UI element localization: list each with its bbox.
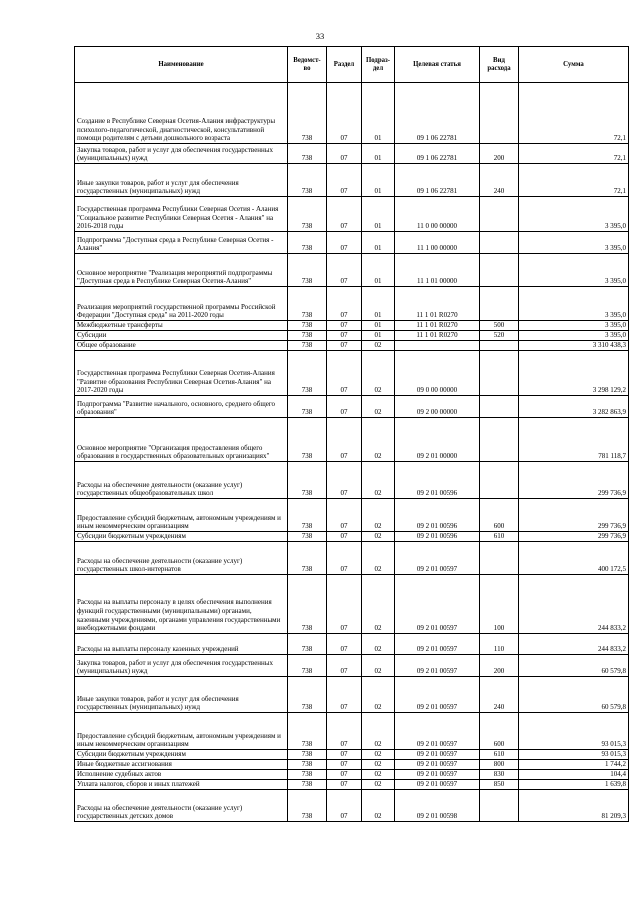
row-department-cell: 738 (288, 499, 327, 532)
table-row (75, 462, 629, 499)
row-subsection-cell: 02 (362, 575, 395, 634)
row-amount-cell: 3 395,0 (519, 254, 629, 287)
row-amount-cell: 60 579,8 (519, 655, 629, 677)
row-target-article-cell: 11 1 01 R0270 (395, 321, 480, 331)
row-target-article-cell: 09 0 00 00000 (395, 351, 480, 396)
table-row (75, 780, 629, 790)
row-department-cell: 738 (288, 418, 327, 462)
table-row (75, 341, 629, 351)
header-expense-type: Вид расхода (480, 47, 519, 83)
row-subsection-cell: 02 (362, 351, 395, 396)
row-section-cell: 07 (327, 760, 362, 770)
row-target-article-cell: 09 2 01 00597 (395, 780, 480, 790)
row-target-article-cell: 09 2 01 00597 (395, 575, 480, 634)
row-name-cell: Закупка товаров, работ и услуг для обеспечения государственных (муниципальных) нужд (75, 655, 288, 677)
row-department-cell: 738 (288, 396, 327, 418)
row-subsection-cell: 02 (362, 418, 395, 462)
row-subsection-cell: 02 (362, 790, 395, 822)
table-row (75, 634, 629, 655)
row-target-article-cell: 09 2 01 00597 (395, 677, 480, 713)
row-expense-type-cell (480, 396, 519, 418)
row-expense-type-cell: 800 (480, 760, 519, 770)
row-amount-cell: 3 310 438,3 (519, 341, 629, 351)
row-amount-cell: 400 172,5 (519, 542, 629, 575)
row-name-cell: Субсидии (75, 331, 288, 341)
row-subsection-cell: 02 (362, 780, 395, 790)
row-name-cell: Государственная программа Республики Северная Осетия-Алания "Развитие образования Республики Северная Осетия-Алания" на 2017-2020 годы (75, 351, 288, 396)
row-target-article-cell: 11 1 01 00000 (395, 254, 480, 287)
row-section-cell: 07 (327, 287, 362, 321)
row-section-cell: 07 (327, 532, 362, 542)
row-amount-cell: 81 209,3 (519, 790, 629, 822)
row-name-cell: Уплата налогов, сборов и иных платежей (75, 780, 288, 790)
row-department-cell: 738 (288, 634, 327, 655)
table-row (75, 83, 629, 144)
row-expense-type-cell: 600 (480, 499, 519, 532)
row-department-cell: 738 (288, 760, 327, 770)
table-row (75, 770, 629, 780)
table-row (75, 321, 629, 331)
row-expense-type-cell (480, 197, 519, 232)
table-row (75, 499, 629, 532)
row-amount-cell: 3 282 863,9 (519, 396, 629, 418)
row-department-cell: 738 (288, 655, 327, 677)
row-amount-cell: 3 395,0 (519, 287, 629, 321)
row-target-article-cell: 09 1 06 22781 (395, 164, 480, 197)
row-target-article-cell: 09 2 01 00597 (395, 750, 480, 760)
row-target-article-cell: 09 2 01 00597 (395, 770, 480, 780)
row-target-article-cell: 09 2 01 00596 (395, 532, 480, 542)
row-target-article-cell (395, 341, 480, 351)
table-row (75, 750, 629, 760)
row-section-cell: 07 (327, 790, 362, 822)
row-department-cell: 738 (288, 750, 327, 760)
row-subsection-cell: 02 (362, 396, 395, 418)
row-section-cell: 07 (327, 321, 362, 331)
row-amount-cell: 93 015,3 (519, 750, 629, 760)
row-section-cell: 07 (327, 780, 362, 790)
row-department-cell: 738 (288, 83, 327, 144)
row-section-cell: 07 (327, 144, 362, 164)
row-department-cell: 738 (288, 144, 327, 164)
row-amount-cell: 3 395,0 (519, 232, 629, 254)
row-subsection-cell: 02 (362, 655, 395, 677)
header-amount: Сумма (519, 47, 629, 83)
row-expense-type-cell: 100 (480, 575, 519, 634)
row-subsection-cell: 02 (362, 760, 395, 770)
row-target-article-cell: 09 2 01 00596 (395, 462, 480, 499)
row-expense-type-cell: 200 (480, 655, 519, 677)
row-expense-type-cell (480, 462, 519, 499)
table-body (75, 83, 629, 822)
row-department-cell: 738 (288, 770, 327, 780)
row-name-cell: Расходы на обеспечение деятельности (оказание услуг) государственных детских домов (75, 790, 288, 822)
header-subsection: Подраз-дел (362, 47, 395, 83)
table-row (75, 287, 629, 321)
row-target-article-cell: 09 1 06 22781 (395, 144, 480, 164)
table-row (75, 532, 629, 542)
row-department-cell: 738 (288, 232, 327, 254)
row-name-cell: Основное мероприятие "Организация предоставления общего образования в государственных образовательных организациях" (75, 418, 288, 462)
row-name-cell: Расходы на обеспечение деятельности (оказание услуг) государственных школ-интернатов (75, 542, 288, 575)
row-expense-type-cell (480, 351, 519, 396)
row-amount-cell: 3 395,0 (519, 331, 629, 341)
table-row (75, 575, 629, 634)
row-amount-cell: 72,1 (519, 144, 629, 164)
row-amount-cell: 72,1 (519, 83, 629, 144)
row-expense-type-cell (480, 232, 519, 254)
row-amount-cell: 299 736,9 (519, 462, 629, 499)
table-row (75, 351, 629, 396)
row-amount-cell: 104,4 (519, 770, 629, 780)
row-target-article-cell: 09 2 01 00598 (395, 790, 480, 822)
row-section-cell: 07 (327, 164, 362, 197)
row-name-cell: Создание в Республике Северная Осетия-Алания инфраструктуры психолого-педагогической, диагностической, консультативной помощи родителям с детьми дошкольного возраста (75, 83, 288, 144)
row-expense-type-cell: 520 (480, 331, 519, 341)
row-name-cell: Государственная программа Республики Северная Осетия - Алания "Социальное развитие Республики Северная Осетия - Алания" на 2016-2018 годы (75, 197, 288, 232)
row-department-cell: 738 (288, 331, 327, 341)
row-department-cell: 738 (288, 575, 327, 634)
row-subsection-cell: 02 (362, 750, 395, 760)
row-target-article-cell: 11 1 00 00000 (395, 232, 480, 254)
row-subsection-cell: 01 (362, 331, 395, 341)
row-expense-type-cell: 200 (480, 144, 519, 164)
row-section-cell: 07 (327, 232, 362, 254)
row-department-cell: 738 (288, 532, 327, 542)
row-subsection-cell: 01 (362, 254, 395, 287)
header-department: Ведомст-во (288, 47, 327, 83)
row-expense-type-cell: 610 (480, 532, 519, 542)
row-subsection-cell: 02 (362, 499, 395, 532)
row-section-cell: 07 (327, 575, 362, 634)
table-row (75, 396, 629, 418)
row-expense-type-cell: 240 (480, 164, 519, 197)
row-section-cell: 07 (327, 770, 362, 780)
row-department-cell: 738 (288, 164, 327, 197)
row-subsection-cell: 02 (362, 462, 395, 499)
row-target-article-cell: 11 0 00 00000 (395, 197, 480, 232)
row-amount-cell: 299 736,9 (519, 499, 629, 532)
row-expense-type-cell: 240 (480, 677, 519, 713)
row-amount-cell: 72,1 (519, 164, 629, 197)
row-target-article-cell: 09 2 01 00597 (395, 713, 480, 750)
row-target-article-cell: 11 1 01 R0270 (395, 287, 480, 321)
row-department-cell: 738 (288, 677, 327, 713)
row-subsection-cell: 01 (362, 197, 395, 232)
row-target-article-cell: 09 2 01 00596 (395, 499, 480, 532)
row-section-cell: 07 (327, 750, 362, 760)
row-name-cell: Подпрограмма "Развитие начального, основного, среднего общего образования" (75, 396, 288, 418)
row-subsection-cell: 02 (362, 634, 395, 655)
row-name-cell: Общее образование (75, 341, 288, 351)
row-department-cell: 738 (288, 351, 327, 396)
row-target-article-cell: 09 1 06 22781 (395, 83, 480, 144)
row-section-cell: 07 (327, 341, 362, 351)
row-subsection-cell: 02 (362, 542, 395, 575)
row-section-cell: 07 (327, 542, 362, 575)
row-amount-cell: 3 395,0 (519, 321, 629, 331)
row-subsection-cell: 02 (362, 770, 395, 780)
row-section-cell: 07 (327, 197, 362, 232)
row-subsection-cell: 01 (362, 164, 395, 197)
row-department-cell: 738 (288, 790, 327, 822)
table-row (75, 542, 629, 575)
row-expense-type-cell (480, 790, 519, 822)
row-expense-type-cell (480, 254, 519, 287)
row-subsection-cell: 01 (362, 232, 395, 254)
row-name-cell: Предоставление субсидий бюджетным, автономным учреждениям и иным некоммерческим организациям (75, 499, 288, 532)
row-name-cell: Реализация мероприятий государственной программы Российской Федерации "Доступная среда" на 2011-2020 годы (75, 287, 288, 321)
table-row (75, 331, 629, 341)
table-header-row (75, 47, 629, 83)
row-amount-cell: 3 298 129,2 (519, 351, 629, 396)
header-section: Раздел (327, 47, 362, 83)
table-row (75, 144, 629, 164)
table-row (75, 677, 629, 713)
row-name-cell: Закупка товаров, работ и услуг для обеспечения государственных (муниципальных) нужд (75, 144, 288, 164)
row-section-cell: 07 (327, 634, 362, 655)
row-name-cell: Основное мероприятие "Реализация мероприятий подпрограммы "Доступная среда в Республике Северная Осетия-Алания" (75, 254, 288, 287)
row-department-cell: 738 (288, 321, 327, 331)
table-row (75, 713, 629, 750)
row-target-article-cell: 11 1 01 R0270 (395, 331, 480, 341)
row-amount-cell: 60 579,8 (519, 677, 629, 713)
row-department-cell: 738 (288, 287, 327, 321)
row-expense-type-cell (480, 341, 519, 351)
table-row (75, 790, 629, 822)
row-section-cell: 07 (327, 418, 362, 462)
row-expense-type-cell: 610 (480, 750, 519, 760)
row-subsection-cell: 01 (362, 287, 395, 321)
row-subsection-cell: 02 (362, 713, 395, 750)
table-row (75, 254, 629, 287)
row-department-cell: 738 (288, 713, 327, 750)
row-amount-cell: 299 736,9 (519, 532, 629, 542)
row-expense-type-cell: 850 (480, 780, 519, 790)
row-amount-cell: 1 744,2 (519, 760, 629, 770)
row-department-cell: 738 (288, 197, 327, 232)
row-section-cell: 07 (327, 331, 362, 341)
row-expense-type-cell (480, 418, 519, 462)
row-expense-type-cell (480, 83, 519, 144)
row-section-cell: 07 (327, 713, 362, 750)
table-row (75, 197, 629, 232)
row-target-article-cell: 09 2 01 00597 (395, 542, 480, 575)
row-section-cell: 07 (327, 396, 362, 418)
row-name-cell: Субсидии бюджетным учреждениям (75, 532, 288, 542)
row-expense-type-cell: 500 (480, 321, 519, 331)
row-section-cell: 07 (327, 462, 362, 499)
row-amount-cell: 1 639,8 (519, 780, 629, 790)
row-subsection-cell: 02 (362, 341, 395, 351)
header-name: Наименование (75, 47, 288, 83)
row-section-cell: 07 (327, 351, 362, 396)
row-expense-type-cell: 830 (480, 770, 519, 780)
row-expense-type-cell: 600 (480, 713, 519, 750)
row-name-cell: Субсидии бюджетным учреждениям (75, 750, 288, 760)
row-department-cell: 738 (288, 780, 327, 790)
table-row (75, 655, 629, 677)
row-section-cell: 07 (327, 655, 362, 677)
row-subsection-cell: 02 (362, 677, 395, 713)
row-expense-type-cell (480, 287, 519, 321)
row-name-cell: Межбюджетные трансферты (75, 321, 288, 331)
budget-table (74, 46, 629, 822)
row-subsection-cell: 02 (362, 532, 395, 542)
row-name-cell: Расходы на выплаты персоналу казенных учреждений (75, 634, 288, 655)
row-section-cell: 07 (327, 677, 362, 713)
row-name-cell: Предоставление субсидий бюджетным, автономным учреждениям и иным некоммерческим организациям (75, 713, 288, 750)
row-name-cell: Исполнение судебных актов (75, 770, 288, 780)
row-name-cell: Иные бюджетные ассигнования (75, 760, 288, 770)
table-row (75, 164, 629, 197)
row-department-cell: 738 (288, 462, 327, 499)
row-subsection-cell: 01 (362, 144, 395, 164)
row-amount-cell: 781 118,7 (519, 418, 629, 462)
row-department-cell: 738 (288, 341, 327, 351)
row-department-cell: 738 (288, 254, 327, 287)
row-department-cell: 738 (288, 542, 327, 575)
row-target-article-cell: 09 2 01 00597 (395, 634, 480, 655)
table-row (75, 418, 629, 462)
row-expense-type-cell: 110 (480, 634, 519, 655)
row-expense-type-cell (480, 542, 519, 575)
row-name-cell: Иные закупки товаров, работ и услуг для обеспечения государственных (муниципальных) нужд (75, 677, 288, 713)
row-subsection-cell: 01 (362, 321, 395, 331)
row-name-cell: Расходы на обеспечение деятельности (оказание услуг) государственных общеобразовательных школ (75, 462, 288, 499)
row-amount-cell: 244 833,2 (519, 575, 629, 634)
row-section-cell: 07 (327, 83, 362, 144)
row-target-article-cell: 09 2 01 00000 (395, 418, 480, 462)
row-amount-cell: 3 395,0 (519, 197, 629, 232)
row-amount-cell: 244 833,2 (519, 634, 629, 655)
row-subsection-cell: 01 (362, 83, 395, 144)
row-section-cell: 07 (327, 254, 362, 287)
row-name-cell: Расходы на выплаты персоналу в целях обеспечения выполнения функций государственными (муниципальными) органами, казенными учреждениями, органами управления государственными внебюджетными фондами (75, 575, 288, 634)
table-row (75, 232, 629, 254)
row-target-article-cell: 09 2 01 00597 (395, 760, 480, 770)
row-target-article-cell: 09 2 00 00000 (395, 396, 480, 418)
row-section-cell: 07 (327, 499, 362, 532)
header-target-article: Целевая статья (395, 47, 480, 83)
row-amount-cell: 93 015,3 (519, 713, 629, 750)
row-name-cell: Иные закупки товаров, работ и услуг для обеспечения государственных (муниципальных) нужд (75, 164, 288, 197)
page-number: 33 (315, 31, 325, 41)
row-name-cell: Подпрограмма "Доступная среда в Республике Северная Осетия - Алания" (75, 232, 288, 254)
row-target-article-cell: 09 2 01 00597 (395, 655, 480, 677)
table-row (75, 760, 629, 770)
